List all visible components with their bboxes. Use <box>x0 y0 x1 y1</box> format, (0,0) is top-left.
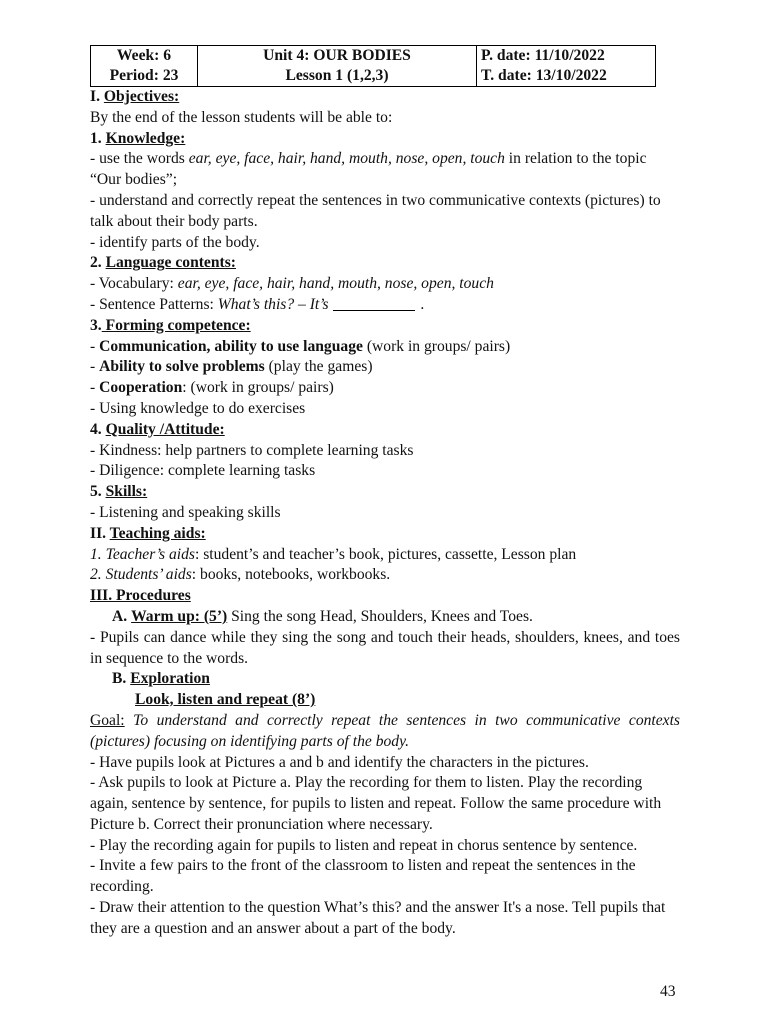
competence-knowledge: - Using knowledge to do exercises <box>90 399 306 417</box>
procedures-heading: III. Procedures <box>90 587 191 605</box>
competence-problem-solving: - Ability to solve problems (play the games) <box>90 358 373 376</box>
lesson-title: Lesson 1 (1,2,3) <box>285 67 389 84</box>
unit-title: Unit 4: OUR BODIES <box>263 47 411 64</box>
knowledge-item-identify: - identify parts of the body. <box>90 233 260 251</box>
unit-lesson-cell <box>198 46 477 87</box>
look-listen-repeat-heading: Look, listen and repeat (8’) <box>135 691 316 709</box>
knowledge-item-words: - use the words ear, eye, face, hair, hand, mouth, nose, open, touch in relation to the topic “Our bodies”; <box>90 150 647 189</box>
dates-cell <box>477 46 656 87</box>
warm-up-detail: - Pupils can dance while they sing the song and touch their heads, shoulders, knees, and toes in sequence to the words. <box>90 628 680 667</box>
page-number: 43 <box>660 983 676 1000</box>
knowledge-item-sentences: - understand and correctly repeat the sentences in two communicative contexts (pictures) to talk about their body parts. <box>90 191 661 230</box>
competence-cooperation: - Cooperation: (work in groups/ pairs) <box>90 379 334 397</box>
teacher-aids-line: 1. Teacher’s aids: student’s and teacher’s book, pictures, cassette, Lesson plan <box>90 545 577 563</box>
competence-heading: 3. Forming competence: <box>90 316 251 334</box>
skills-item: - Listening and speaking skills <box>90 503 281 521</box>
procedure-step: - Invite a few pairs to the front of the classroom to listen and repeat the sentences in the recording. <box>90 857 636 896</box>
competence-communication: - Communication, ability to use language (work in groups/ pairs) <box>90 337 511 355</box>
header-table <box>90 45 656 87</box>
objectives-heading: I. Objectives: <box>90 88 180 105</box>
sentence-pattern-line: - Sentence Patterns: What’s this? – It’s . <box>90 295 425 313</box>
knowledge-heading: 1. Knowledge: <box>90 129 186 147</box>
goal-line: Goal: To understand and correctly repeat the sentences in two communicative contexts (pictures) focusing on identifying parts of the body. <box>90 711 680 750</box>
quality-heading: 4. Quality /Attitude: <box>90 420 225 438</box>
week-period-cell <box>91 46 198 87</box>
procedure-step: - Play the recording again for pupils to listen and repeat in chorus sentence by sentence. <box>90 836 638 854</box>
procedure-step: - Draw their attention to the question What’s this? and the answer It's a nose. Tell pupils that they are a question and an answer about a part of the body. <box>90 899 666 937</box>
exploration-heading: B. Exploration <box>112 670 210 688</box>
procedure-step: - Ask pupils to look at Picture a. Play the recording for them to listen. Play the recording again, sentence by sentence, for pupils to listen and repeat. Follow the same procedure with Picture b. Correct their pronunciation where necessary. <box>90 774 662 833</box>
student-aids-line: 2. Students’ aids: books, notebooks, workbooks. <box>90 566 391 584</box>
lesson-plan-page <box>90 45 680 940</box>
language-heading: 2. Language contents: <box>90 254 236 272</box>
p-date: P. date: 11/10/2022 <box>481 47 605 64</box>
answer-blank <box>333 296 415 311</box>
procedure-step: - Have pupils look at Pictures a and b and identify the characters in the pictures. <box>90 753 589 771</box>
skills-heading: 5. Skills: <box>90 483 148 501</box>
t-date: T. date: 13/10/2022 <box>481 67 607 84</box>
warm-up-heading: A. Warm up: (5’) Sing the song Head, Shoulders, Knees and Toes. <box>112 607 533 625</box>
objectives-intro: By the end of the lesson students will be able to: <box>90 108 393 126</box>
period-label: Period: 23 <box>109 67 179 84</box>
teaching-aids-heading: II. Teaching aids: <box>90 524 206 542</box>
vocabulary-line: - Vocabulary: ear, eye, face, hair, hand, mouth, nose, open, touch <box>90 275 494 293</box>
quality-diligence: - Diligence: complete learning tasks <box>90 462 316 480</box>
quality-kindness: - Kindness: help partners to complete learning tasks <box>90 441 414 459</box>
week-label: Week: 6 <box>116 47 172 64</box>
